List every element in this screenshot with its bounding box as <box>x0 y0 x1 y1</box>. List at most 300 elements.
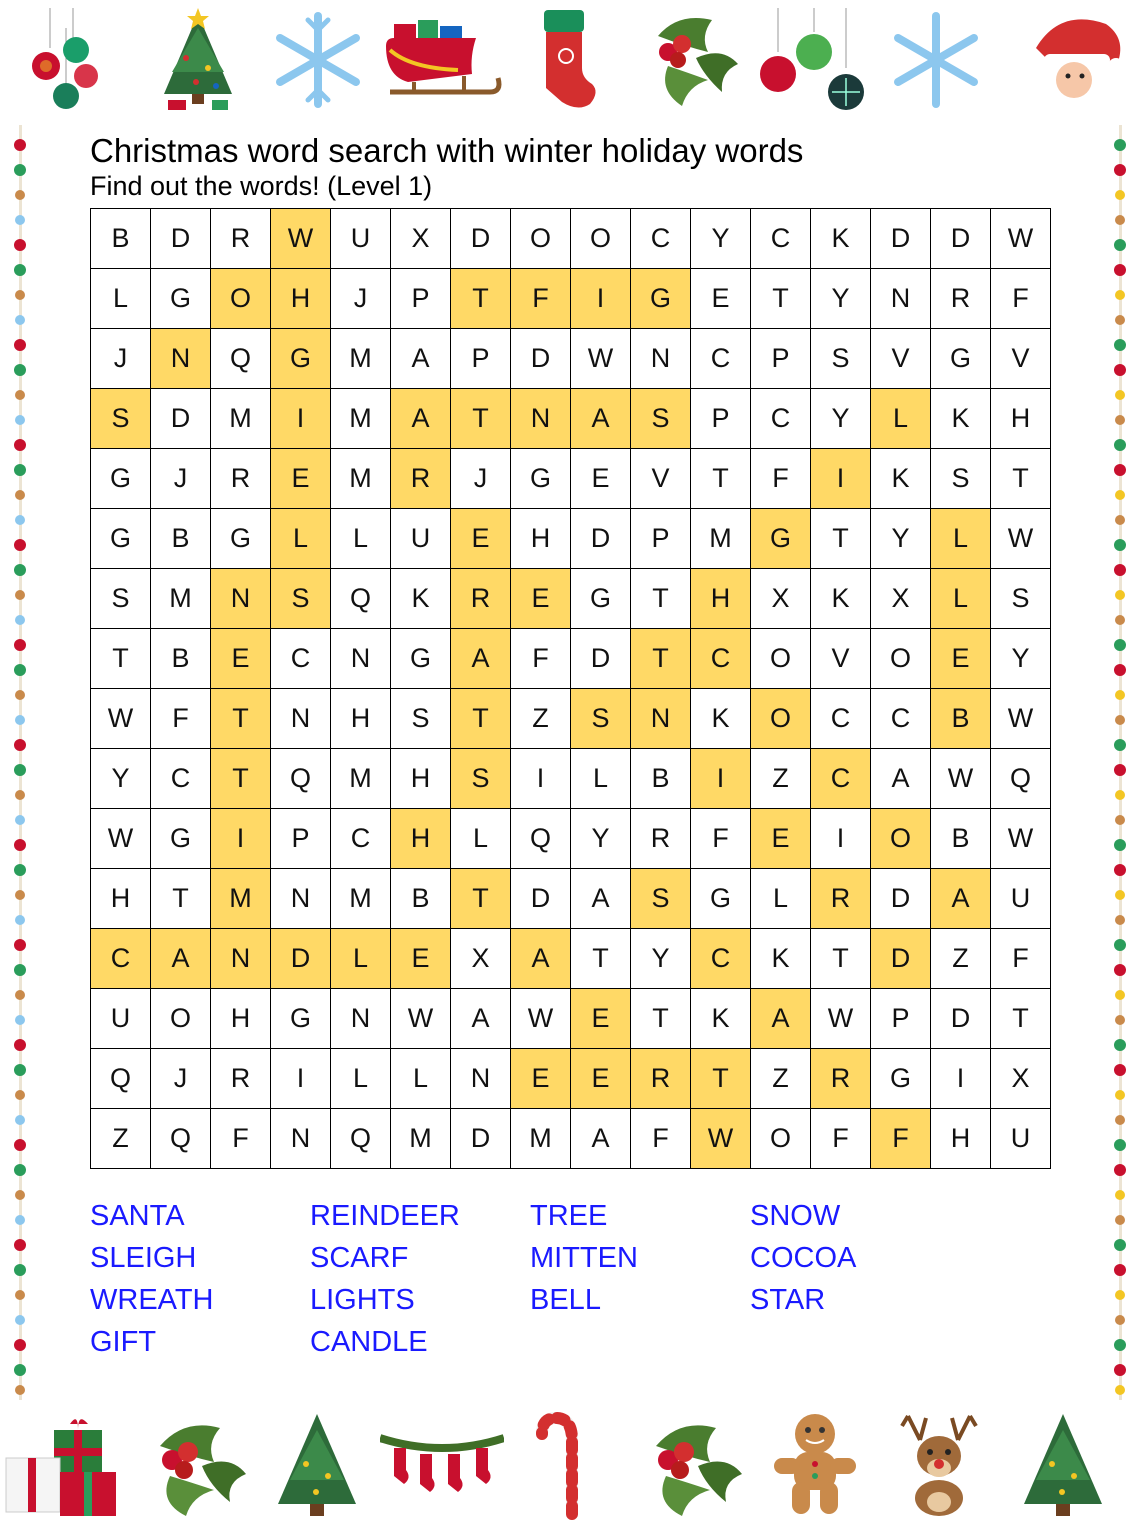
grid-cell[interactable]: P <box>451 329 511 389</box>
grid-cell[interactable]: D <box>151 389 211 449</box>
grid-cell[interactable]: F <box>211 1109 271 1169</box>
grid-cell[interactable]: Y <box>691 209 751 269</box>
word-item: BELL <box>530 1284 601 1316</box>
grid-cell[interactable]: K <box>691 689 751 749</box>
bottom-decoration-row <box>0 1400 1140 1524</box>
grid-cell-highlighted[interactable]: N <box>631 689 691 749</box>
grid-cell[interactable]: N <box>331 629 391 689</box>
grid-cell[interactable]: U <box>331 209 391 269</box>
grid-row <box>91 209 1051 269</box>
grid-cell-highlighted[interactable]: L <box>271 509 331 569</box>
grid-cell[interactable]: I <box>811 809 871 869</box>
grid-cell[interactable]: C <box>691 329 751 389</box>
grid-cell[interactable]: P <box>631 509 691 569</box>
grid-cell-highlighted[interactable]: O <box>751 689 811 749</box>
grid-cell[interactable]: Z <box>931 929 991 989</box>
grid-cell-highlighted[interactable]: A <box>751 989 811 1049</box>
grid-row <box>91 509 1051 569</box>
grid-cell[interactable]: T <box>811 929 871 989</box>
grid-cell[interactable]: R <box>211 449 271 509</box>
grid-cell[interactable]: G <box>151 809 211 869</box>
grid-cell[interactable]: L <box>331 1049 391 1109</box>
grid-cell-highlighted[interactable]: E <box>751 809 811 869</box>
grid-cell-highlighted[interactable]: I <box>691 749 751 809</box>
grid-row <box>91 329 1051 389</box>
grid-cell[interactable]: W <box>91 809 151 869</box>
grid-cell[interactable]: C <box>811 689 871 749</box>
grid-cell[interactable]: M <box>391 1109 451 1169</box>
grid-cell[interactable]: G <box>511 449 571 509</box>
grid-cell[interactable]: Y <box>871 509 931 569</box>
grid-cell[interactable]: W <box>991 689 1051 749</box>
grid-cell[interactable]: U <box>991 1109 1051 1169</box>
grid-cell-highlighted[interactable]: E <box>391 929 451 989</box>
grid-cell-highlighted[interactable]: R <box>451 569 511 629</box>
grid-cell-highlighted[interactable]: W <box>271 209 331 269</box>
grid-cell[interactable]: M <box>151 569 211 629</box>
christmas-tree-icon <box>156 8 240 112</box>
ornaments-icon-2 <box>756 8 872 112</box>
grid-cell-highlighted[interactable]: S <box>631 389 691 449</box>
grid-cell[interactable]: V <box>631 449 691 509</box>
grid-cell[interactable]: T <box>631 989 691 1049</box>
grid-cell[interactable]: X <box>991 1049 1051 1109</box>
grid-cell[interactable]: N <box>331 989 391 1049</box>
grid-cell[interactable]: Y <box>811 389 871 449</box>
grid-cell[interactable]: I <box>271 1049 331 1109</box>
grid-cell-highlighted[interactable]: N <box>211 569 271 629</box>
grid-row <box>91 389 1051 449</box>
word-item: STAR <box>750 1284 826 1316</box>
grid-cell[interactable]: H <box>91 869 151 929</box>
grid-cell[interactable]: N <box>271 1109 331 1169</box>
grid-cell[interactable]: X <box>871 569 931 629</box>
grid-cell[interactable]: O <box>571 209 631 269</box>
grid-cell-highlighted[interactable]: T <box>451 869 511 929</box>
grid-cell[interactable]: P <box>751 329 811 389</box>
grid-cell[interactable]: T <box>991 989 1051 1049</box>
grid-cell[interactable]: F <box>151 689 211 749</box>
grid-cell-highlighted[interactable]: L <box>331 929 391 989</box>
grid-cell[interactable]: Y <box>631 929 691 989</box>
grid-cell[interactable]: I <box>931 1049 991 1109</box>
grid-cell[interactable]: B <box>151 509 211 569</box>
grid-cell[interactable]: V <box>991 329 1051 389</box>
word-item: REINDEER <box>310 1200 460 1232</box>
grid-cell-highlighted[interactable]: D <box>271 929 331 989</box>
grid-cell-highlighted[interactable]: E <box>511 569 571 629</box>
grid-cell[interactable]: T <box>811 509 871 569</box>
grid-cell[interactable]: H <box>991 389 1051 449</box>
grid-row <box>91 809 1051 869</box>
grid-cell-highlighted[interactable]: A <box>151 929 211 989</box>
grid-cell[interactable]: L <box>571 749 631 809</box>
grid-row <box>91 749 1051 809</box>
grid-cell[interactable]: S <box>91 569 151 629</box>
grid-cell[interactable]: G <box>871 1049 931 1109</box>
grid-cell[interactable]: T <box>571 929 631 989</box>
holly-icon <box>638 6 742 112</box>
grid-row <box>91 569 1051 629</box>
grid-cell[interactable]: T <box>151 869 211 929</box>
grid-cell[interactable]: K <box>871 449 931 509</box>
grid-cell[interactable]: G <box>271 989 331 1049</box>
grid-cell-highlighted[interactable]: S <box>271 569 331 629</box>
grid-cell-highlighted[interactable]: R <box>811 869 871 929</box>
grid-cell[interactable]: Z <box>511 689 571 749</box>
grid-row <box>91 1109 1051 1169</box>
grid-row <box>91 1049 1051 1109</box>
stocking-garland-icon <box>380 1428 504 1508</box>
grid-cell[interactable]: H <box>211 989 271 1049</box>
grid-cell[interactable]: H <box>331 689 391 749</box>
grid-cell-highlighted[interactable]: T <box>691 1049 751 1109</box>
grid-cell[interactable]: M <box>331 329 391 389</box>
grid-cell[interactable]: Q <box>91 1049 151 1109</box>
grid-cell[interactable]: U <box>991 869 1051 929</box>
grid-cell-highlighted[interactable]: H <box>691 569 751 629</box>
grid-cell[interactable]: K <box>391 569 451 629</box>
grid-cell[interactable]: T <box>751 269 811 329</box>
grid-cell-highlighted[interactable]: A <box>511 929 571 989</box>
grid-cell[interactable]: Q <box>511 809 571 869</box>
grid-cell-highlighted[interactable]: R <box>811 1049 871 1109</box>
grid-cell[interactable]: H <box>391 749 451 809</box>
holly-icon-3 <box>636 1410 746 1518</box>
grid-cell-highlighted[interactable]: C <box>691 929 751 989</box>
gingerbread-man-icon <box>770 1410 860 1518</box>
grid-cell-highlighted[interactable]: N <box>211 929 271 989</box>
grid-cell[interactable]: D <box>571 509 631 569</box>
page-subtitle: Find out the words! (Level 1) <box>90 171 433 201</box>
grid-cell-highlighted[interactable]: W <box>691 1109 751 1169</box>
grid-cell[interactable]: T <box>631 569 691 629</box>
sleigh-icon <box>380 16 504 104</box>
grid-cell[interactable]: D <box>931 209 991 269</box>
grid-cell[interactable]: W <box>991 809 1051 869</box>
grid-cell-highlighted[interactable]: S <box>631 869 691 929</box>
grid-cell-highlighted[interactable]: N <box>511 389 571 449</box>
grid-cell[interactable]: R <box>631 809 691 869</box>
grid-cell-highlighted[interactable]: L <box>931 569 991 629</box>
grid-cell[interactable]: K <box>811 569 871 629</box>
word-item: CANDLE <box>310 1326 428 1358</box>
grid-cell[interactable]: F <box>511 629 571 689</box>
grid-cell-highlighted[interactable]: D <box>871 929 931 989</box>
grid-cell[interactable]: C <box>751 389 811 449</box>
grid-cell[interactable]: D <box>571 629 631 689</box>
grid-cell[interactable]: C <box>151 749 211 809</box>
grid-cell-highlighted[interactable]: S <box>91 389 151 449</box>
grid-cell[interactable]: B <box>391 869 451 929</box>
grid-cell[interactable]: Z <box>751 1049 811 1109</box>
grid-cell[interactable]: T <box>691 449 751 509</box>
grid-cell[interactable]: C <box>751 209 811 269</box>
grid-cell-highlighted[interactable]: I <box>571 269 631 329</box>
grid-cell-highlighted[interactable]: C <box>91 929 151 989</box>
grid-cell-highlighted[interactable]: E <box>571 989 631 1049</box>
grid-cell[interactable]: C <box>271 629 331 689</box>
grid-cell[interactable]: H <box>511 509 571 569</box>
grid-cell[interactable]: S <box>811 329 871 389</box>
grid-cell-highlighted[interactable]: F <box>871 1109 931 1169</box>
grid-cell[interactable]: P <box>391 269 451 329</box>
grid-cell[interactable]: X <box>391 209 451 269</box>
grid-cell-highlighted[interactable]: B <box>931 689 991 749</box>
grid-cell[interactable]: A <box>571 869 631 929</box>
grid-cell-highlighted[interactable]: G <box>271 329 331 389</box>
grid-cell[interactable]: S <box>991 569 1051 629</box>
grid-cell[interactable]: A <box>391 329 451 389</box>
grid-cell[interactable]: K <box>931 389 991 449</box>
word-item: SCARF <box>310 1242 409 1274</box>
grid-cell[interactable]: D <box>451 1109 511 1169</box>
grid-cell[interactable]: G <box>91 509 151 569</box>
grid-cell-highlighted[interactable]: R <box>631 1049 691 1109</box>
grid-row <box>91 449 1051 509</box>
grid-cell-highlighted[interactable]: I <box>811 449 871 509</box>
grid-cell[interactable]: K <box>751 929 811 989</box>
grid-cell-highlighted[interactable]: R <box>391 449 451 509</box>
grid-cell[interactable]: Y <box>91 749 151 809</box>
grid-cell[interactable]: J <box>151 449 211 509</box>
grid-cell[interactable]: K <box>811 209 871 269</box>
grid-cell-highlighted[interactable]: A <box>931 869 991 929</box>
grid-cell[interactable]: D <box>871 869 931 929</box>
candy-cane-icon <box>536 1410 596 1520</box>
grid-cell[interactable]: O <box>751 1109 811 1169</box>
grid-cell[interactable]: D <box>151 209 211 269</box>
grid-cell[interactable]: F <box>631 1109 691 1169</box>
grid-cell[interactable]: B <box>151 629 211 689</box>
grid-cell[interactable]: W <box>931 749 991 809</box>
grid-cell[interactable]: B <box>91 209 151 269</box>
ornaments-icon <box>28 8 98 112</box>
grid-cell[interactable]: W <box>991 509 1051 569</box>
grid-cell[interactable]: G <box>151 269 211 329</box>
grid-cell[interactable]: Y <box>991 629 1051 689</box>
grid-cell[interactable]: U <box>91 989 151 1049</box>
grid-cell[interactable]: V <box>871 329 931 389</box>
grid-cell[interactable]: L <box>751 869 811 929</box>
grid-cell-highlighted[interactable]: O <box>211 269 271 329</box>
grid-cell[interactable]: G <box>571 569 631 629</box>
grid-cell[interactable]: Q <box>991 749 1051 809</box>
grid-row <box>91 929 1051 989</box>
grid-cell-highlighted[interactable]: E <box>571 1049 631 1109</box>
grid-cell[interactable]: Q <box>271 749 331 809</box>
grid-cell[interactable]: W <box>91 689 151 749</box>
grid-cell-highlighted[interactable]: A <box>571 389 631 449</box>
grid-cell[interactable]: O <box>751 629 811 689</box>
right-garland-border <box>1104 125 1138 1400</box>
grid-cell[interactable]: J <box>151 1049 211 1109</box>
stocking-icon <box>532 6 602 112</box>
word-item: SNOW <box>750 1200 841 1232</box>
grid-cell[interactable]: M <box>331 389 391 449</box>
grid-cell-highlighted[interactable]: G <box>631 269 691 329</box>
snowflake-icon-2 <box>890 10 982 110</box>
grid-cell-highlighted[interactable]: E <box>931 629 991 689</box>
grid-cell[interactable]: Y <box>811 269 871 329</box>
grid-cell[interactable]: W <box>391 989 451 1049</box>
grid-cell[interactable]: D <box>511 869 571 929</box>
grid-cell-highlighted[interactable]: L <box>931 509 991 569</box>
holly-icon-2 <box>140 1410 250 1518</box>
grid-cell[interactable]: X <box>751 569 811 629</box>
grid-row <box>91 689 1051 749</box>
grid-cell[interactable]: X <box>451 929 511 989</box>
grid-cell-highlighted[interactable]: A <box>451 629 511 689</box>
grid-cell[interactable]: A <box>451 989 511 1049</box>
grid-cell[interactable]: E <box>571 449 631 509</box>
grid-cell[interactable]: W <box>811 989 871 1049</box>
grid-cell[interactable]: Z <box>751 749 811 809</box>
grid-cell[interactable]: N <box>631 329 691 389</box>
grid-cell[interactable]: L <box>451 809 511 869</box>
grid-cell[interactable]: M <box>211 389 271 449</box>
grid-cell[interactable]: I <box>511 749 571 809</box>
grid-cell[interactable]: A <box>871 749 931 809</box>
grid-cell-highlighted[interactable]: F <box>511 269 571 329</box>
grid-cell[interactable]: J <box>331 269 391 329</box>
grid-cell-highlighted[interactable]: C <box>691 629 751 689</box>
reindeer-icon <box>894 1410 984 1518</box>
grid-cell[interactable]: P <box>691 389 751 449</box>
grid-cell[interactable]: G <box>931 329 991 389</box>
grid-cell-highlighted[interactable]: H <box>391 809 451 869</box>
grid-cell[interactable]: U <box>391 509 451 569</box>
grid-cell[interactable]: W <box>571 329 631 389</box>
grid-cell[interactable]: J <box>91 329 151 389</box>
grid-cell[interactable]: N <box>871 269 931 329</box>
grid-cell[interactable]: F <box>751 449 811 509</box>
grid-cell[interactable]: W <box>991 209 1051 269</box>
grid-cell[interactable]: H <box>931 1109 991 1169</box>
grid-cell-highlighted[interactable]: T <box>451 389 511 449</box>
grid-cell[interactable]: F <box>991 269 1051 329</box>
grid-cell[interactable]: R <box>211 209 271 269</box>
grid-cell[interactable]: L <box>391 1049 451 1109</box>
grid-cell[interactable]: O <box>871 629 931 689</box>
grid-cell[interactable]: Q <box>331 569 391 629</box>
grid-cell[interactable]: F <box>991 929 1051 989</box>
grid-cell-highlighted[interactable]: T <box>211 689 271 749</box>
grid-cell-highlighted[interactable]: G <box>751 509 811 569</box>
page-title: Christmas word search with winter holiday words <box>90 132 804 169</box>
word-item: TREE <box>530 1200 608 1232</box>
grid-row <box>91 269 1051 329</box>
grid-cell[interactable]: N <box>271 869 331 929</box>
grid-cell[interactable]: E <box>691 269 751 329</box>
grid-cell[interactable]: P <box>871 989 931 1049</box>
grid-cell-highlighted[interactable]: I <box>271 389 331 449</box>
grid-row <box>91 989 1051 1049</box>
grid-row <box>91 869 1051 929</box>
grid-cell[interactable]: M <box>331 869 391 929</box>
grid-cell-highlighted[interactable]: A <box>391 389 451 449</box>
grid-cell[interactable]: L <box>91 269 151 329</box>
grid-cell-highlighted[interactable]: T <box>211 749 271 809</box>
grid-cell-highlighted[interactable]: T <box>631 629 691 689</box>
grid-cell[interactable]: L <box>331 509 391 569</box>
grid-cell-highlighted[interactable]: E <box>451 509 511 569</box>
grid-cell[interactable]: A <box>571 1109 631 1169</box>
grid-cell[interactable]: G <box>691 869 751 929</box>
grid-cell[interactable]: D <box>511 329 571 389</box>
grid-cell[interactable]: N <box>271 689 331 749</box>
grid-cell[interactable]: N <box>451 1049 511 1109</box>
grid-cell[interactable]: G <box>211 509 271 569</box>
grid-cell-highlighted[interactable]: E <box>271 449 331 509</box>
grid-cell-highlighted[interactable]: E <box>511 1049 571 1109</box>
grid-cell[interactable]: Z <box>91 1109 151 1169</box>
grid-cell[interactable]: S <box>931 449 991 509</box>
word-item: GIFT <box>90 1326 157 1358</box>
grid-cell-highlighted[interactable]: S <box>451 749 511 809</box>
grid-cell-highlighted[interactable]: C <box>811 749 871 809</box>
grid-cell[interactable]: D <box>451 209 511 269</box>
grid-cell[interactable]: C <box>331 809 391 869</box>
grid-cell[interactable]: Q <box>151 1109 211 1169</box>
grid-cell[interactable]: P <box>271 809 331 869</box>
grid-cell[interactable]: B <box>931 809 991 869</box>
grid-cell-highlighted[interactable]: E <box>211 629 271 689</box>
grid-cell[interactable]: T <box>91 629 151 689</box>
grid-cell[interactable]: B <box>631 749 691 809</box>
grid-cell[interactable]: Q <box>211 329 271 389</box>
grid-cell[interactable]: D <box>931 989 991 1049</box>
grid-cell-highlighted[interactable]: M <box>211 869 271 929</box>
grid-cell[interactable]: D <box>871 209 931 269</box>
grid-cell[interactable]: R <box>931 269 991 329</box>
word-item: COCOA <box>750 1242 857 1274</box>
grid-cell[interactable]: O <box>151 989 211 1049</box>
grid-cell[interactable]: R <box>211 1049 271 1109</box>
grid-cell[interactable]: C <box>871 689 931 749</box>
grid-cell-highlighted[interactable]: H <box>271 269 331 329</box>
grid-cell[interactable]: V <box>811 629 871 689</box>
grid-cell[interactable]: K <box>691 989 751 1049</box>
word-item: MITTEN <box>530 1242 638 1274</box>
grid-cell[interactable]: F <box>811 1109 871 1169</box>
grid-cell[interactable]: M <box>691 509 751 569</box>
grid-cell-highlighted[interactable]: L <box>871 389 931 449</box>
grid-cell[interactable]: W <box>511 989 571 1049</box>
grid-cell[interactable]: Q <box>331 1109 391 1169</box>
grid-cell[interactable]: M <box>331 449 391 509</box>
grid-cell[interactable]: O <box>511 209 571 269</box>
snowflake-icon <box>272 10 364 110</box>
grid-cell-highlighted[interactable]: T <box>451 269 511 329</box>
grid-cell[interactable]: C <box>631 209 691 269</box>
grid-cell[interactable]: S <box>391 689 451 749</box>
grid-cell[interactable]: M <box>331 749 391 809</box>
word-search-grid <box>90 208 1051 1169</box>
grid-cell-highlighted[interactable]: O <box>871 809 931 869</box>
grid-cell[interactable]: J <box>451 449 511 509</box>
grid-cell-highlighted[interactable]: S <box>571 689 631 749</box>
grid-cell[interactable]: G <box>391 629 451 689</box>
grid-cell[interactable]: F <box>691 809 751 869</box>
grid-cell[interactable]: Y <box>571 809 631 869</box>
grid-cell-highlighted[interactable]: I <box>211 809 271 869</box>
grid-cell-highlighted[interactable]: T <box>451 689 511 749</box>
grid-cell[interactable]: T <box>991 449 1051 509</box>
grid-cell[interactable]: M <box>511 1109 571 1169</box>
grid-cell-highlighted[interactable]: N <box>151 329 211 389</box>
grid-cell[interactable]: G <box>91 449 151 509</box>
